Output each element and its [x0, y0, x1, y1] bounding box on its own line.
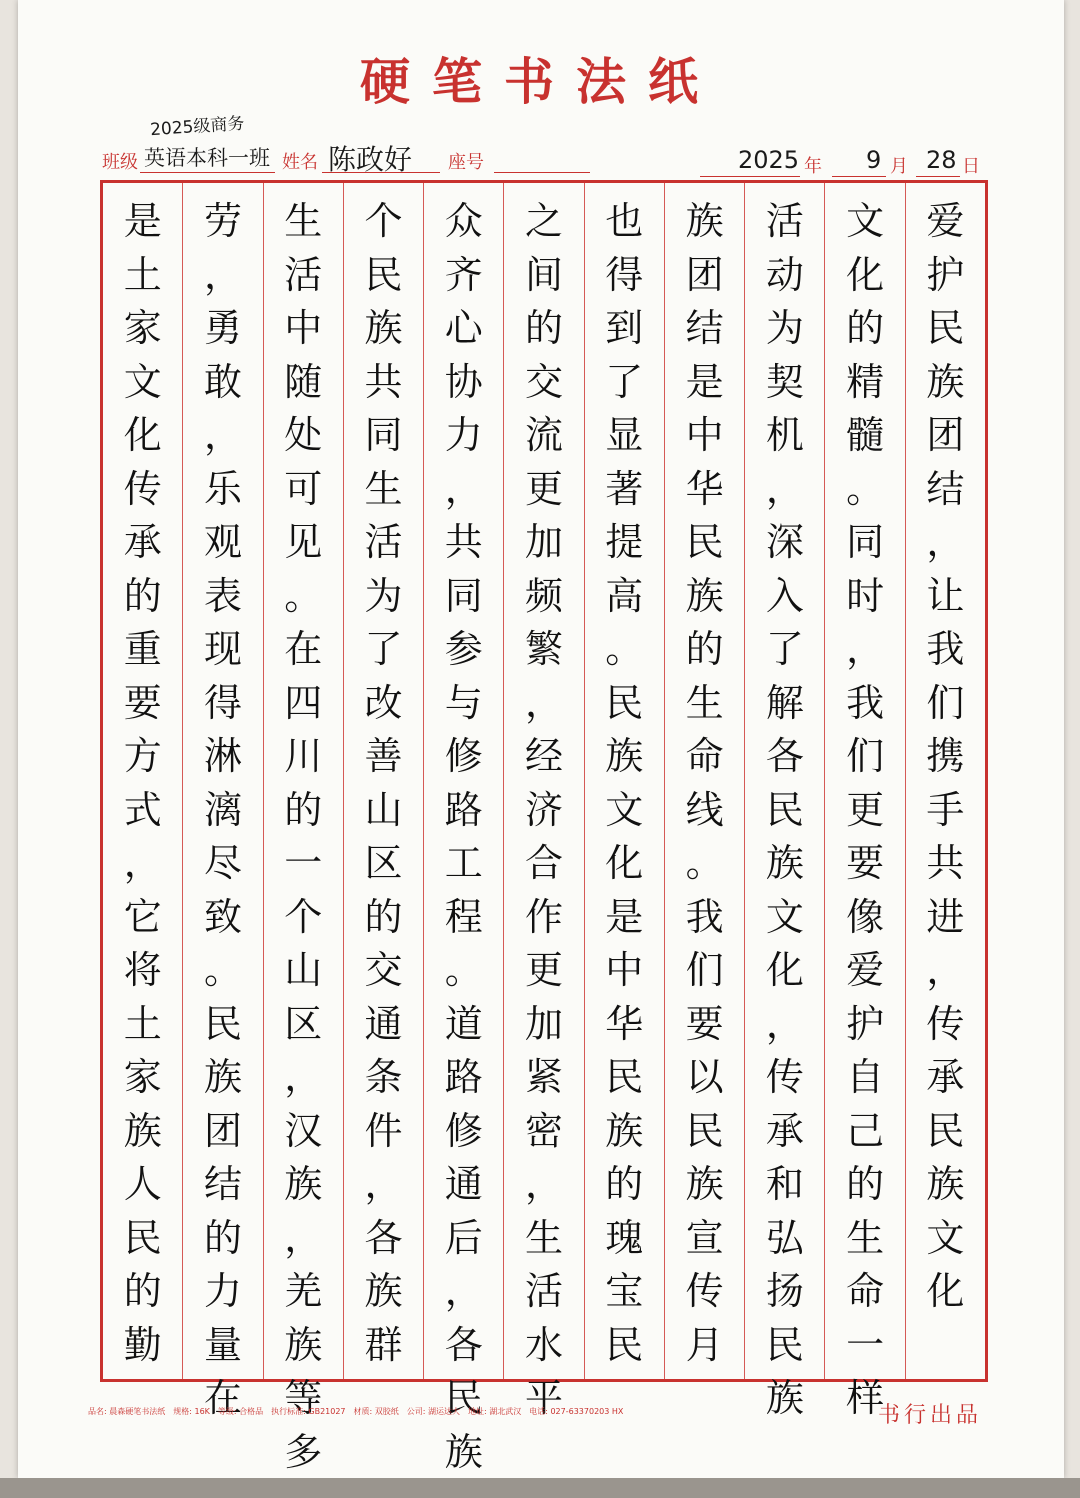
- handwritten-char: 民: [605, 1322, 644, 1367]
- handwritten-char: 。: [284, 573, 323, 618]
- handwritten-char: 可: [284, 466, 323, 511]
- handwritten-char: 文: [123, 359, 162, 404]
- handwritten-char: 同: [364, 413, 403, 457]
- handwritten-char: 见: [284, 520, 323, 564]
- handwritten-char: 族: [926, 359, 965, 404]
- handwritten-char: 劳: [203, 199, 242, 243]
- handwritten-char: 高: [605, 573, 644, 618]
- handwritten-char: 路: [444, 787, 483, 832]
- day-underline: [916, 176, 960, 177]
- handwritten-char: 族: [203, 1055, 242, 1099]
- handwritten-char: ，: [203, 413, 242, 457]
- handwritten-char: 区: [364, 841, 403, 885]
- handwritten-char: 共: [444, 520, 483, 564]
- handwritten-char: 的: [605, 1162, 644, 1206]
- handwritten-char: 民: [605, 680, 644, 725]
- date-day: 28: [926, 146, 957, 174]
- handwritten-char: 族: [685, 1162, 724, 1206]
- handwritten-char: 力: [203, 1269, 242, 1313]
- handwritten-char: 中: [685, 413, 724, 457]
- handwritten-char: ，: [846, 627, 885, 671]
- handwritten-char: ，: [926, 948, 965, 992]
- handwritten-char: 为: [765, 306, 804, 350]
- handwritten-char: 中: [605, 948, 644, 992]
- handwritten-char: 化: [123, 413, 162, 457]
- handwritten-char: 在: [284, 627, 323, 671]
- handwritten-char: 了: [605, 359, 644, 404]
- handwritten-char: 族: [284, 1162, 323, 1206]
- handwritten-char: 深: [765, 520, 804, 564]
- handwritten-char: 乐: [203, 466, 242, 511]
- handwritten-char: 改: [364, 680, 403, 725]
- handwritten-char: 民: [364, 252, 403, 297]
- handwritten-char: 髓: [846, 413, 885, 457]
- handwritten-char: 民: [605, 1055, 644, 1099]
- handwritten-char: 流: [525, 413, 564, 457]
- handwritten-char: 结: [926, 466, 965, 511]
- handwritten-char: 族: [685, 573, 724, 618]
- handwritten-char: 间: [525, 252, 564, 297]
- name-underline: [322, 172, 440, 173]
- handwritten-char: 宣: [685, 1215, 724, 1260]
- handwritten-char: 活: [284, 252, 323, 297]
- handwritten-char: 工: [444, 841, 483, 885]
- handwritten-char: 的: [203, 1215, 242, 1260]
- handwritten-char: 程: [444, 894, 483, 939]
- handwritten-char: 命: [685, 734, 724, 778]
- handwritten-char: 繁: [525, 627, 564, 671]
- handwritten-char: 紧: [525, 1055, 564, 1099]
- handwritten-char: 团: [203, 1108, 242, 1153]
- handwritten-char: 善: [364, 734, 403, 778]
- handwritten-char: 为: [364, 573, 403, 618]
- handwritten-char: 在: [203, 1376, 242, 1420]
- handwritten-char: 护: [926, 252, 965, 297]
- handwritten-char: 重: [123, 627, 162, 671]
- handwritten-char: 们: [926, 680, 965, 725]
- handwritten-char: 护: [846, 1001, 885, 1046]
- handwritten-char: 时: [846, 573, 885, 618]
- handwritten-char: 生: [525, 1215, 564, 1260]
- handwritten-char: 线: [685, 787, 724, 832]
- handwritten-char: ，: [765, 466, 804, 511]
- handwritten-char: 作: [525, 894, 564, 939]
- date-year: 2025: [738, 146, 800, 174]
- handwritten-char: 活: [364, 520, 403, 564]
- handwritten-char: 像: [846, 894, 885, 939]
- handwritten-char: 。: [685, 841, 724, 885]
- handwritten-char: 民: [685, 1108, 724, 1153]
- handwritten-char: 机: [765, 413, 804, 457]
- handwritten-char: 族: [123, 1108, 162, 1153]
- handwritten-char: 的: [364, 894, 403, 939]
- handwritten-char: 。: [203, 948, 242, 992]
- handwritten-char: ，: [926, 520, 965, 564]
- handwritten-char: 手: [926, 787, 965, 832]
- handwritten-char: 个: [284, 894, 323, 939]
- handwritten-char: 加: [525, 1001, 564, 1046]
- handwritten-char: 通: [364, 1001, 403, 1046]
- handwritten-char: 等: [284, 1376, 323, 1420]
- seat-underline: [494, 172, 590, 173]
- handwritten-char: 们: [685, 948, 724, 992]
- handwritten-char: 生: [846, 1215, 885, 1260]
- publisher-mark: 书行出品: [878, 1403, 983, 1428]
- handwritten-char: 羌: [284, 1269, 323, 1313]
- handwritten-char: 解: [765, 680, 804, 725]
- handwritten-char: 交: [525, 359, 564, 404]
- handwritten-char: 式: [123, 787, 162, 832]
- handwritten-char: 修: [444, 734, 483, 778]
- handwritten-char: 传: [685, 1269, 724, 1313]
- handwritten-char: 土: [123, 252, 162, 297]
- handwritten-char: 经: [525, 734, 564, 778]
- handwritten-char: 山: [284, 948, 323, 992]
- handwritten-char: 更: [846, 787, 885, 832]
- handwritten-char: 要: [846, 841, 885, 885]
- handwritten-char: 。: [605, 627, 644, 671]
- handwritten-char: 心: [444, 306, 483, 350]
- handwritten-char: 量: [203, 1322, 242, 1367]
- handwritten-char: 同: [846, 520, 885, 564]
- handwritten-char: 的: [846, 306, 885, 350]
- text-column: [182, 183, 262, 1420]
- handwritten-char: 多: [284, 1429, 323, 1474]
- handwritten-char: 民: [765, 787, 804, 832]
- handwritten-char: 要: [123, 680, 162, 725]
- handwritten-char: 精: [846, 359, 885, 404]
- handwritten-char: 频: [525, 573, 564, 618]
- class-value-top: 2025级商务: [149, 113, 246, 141]
- paper-edge-shadow: [0, 1478, 1080, 1498]
- handwritten-char: 与: [444, 680, 483, 725]
- handwritten-char: 族: [605, 734, 644, 778]
- handwritten-char: 们: [846, 734, 885, 778]
- handwritten-char: 民: [926, 306, 965, 350]
- handwritten-char: 样: [846, 1376, 885, 1420]
- handwritten-char: 承: [926, 1055, 965, 1099]
- handwritten-char: 件: [364, 1108, 403, 1153]
- handwritten-char: 生: [364, 466, 403, 511]
- handwritten-char: 济: [525, 787, 564, 832]
- handwritten-char: 观: [203, 520, 242, 564]
- handwritten-char: 族: [765, 1376, 804, 1420]
- handwritten-char: 入: [765, 573, 804, 618]
- handwritten-char: 弘: [765, 1215, 804, 1260]
- handwritten-char: 族: [926, 1162, 965, 1206]
- handwritten-char: 民: [123, 1215, 162, 1260]
- handwritten-char: 传: [926, 1001, 965, 1046]
- handwritten-char: 表: [203, 573, 242, 618]
- handwritten-char: 族: [605, 1108, 644, 1153]
- handwritten-char: 敢: [203, 359, 242, 404]
- handwritten-char: 到: [605, 306, 644, 350]
- handwritten-char: 各: [364, 1215, 403, 1260]
- text-column: [503, 183, 583, 1420]
- handwritten-char: 动: [765, 252, 804, 297]
- handwritten-char: 致: [203, 894, 242, 939]
- year-underline: [700, 176, 800, 177]
- handwritten-char: 得: [203, 680, 242, 725]
- handwritten-char: 共: [364, 359, 403, 404]
- handwritten-char: 的: [685, 627, 724, 671]
- handwritten-char: 化: [765, 948, 804, 992]
- handwritten-char: 瑰: [605, 1215, 644, 1260]
- class-label: 班级: [102, 152, 138, 173]
- handwritten-char: 传: [765, 1055, 804, 1099]
- handwritten-char: 合: [525, 841, 564, 885]
- handwritten-char: 淋: [203, 734, 242, 778]
- name-value: 陈政好: [328, 143, 413, 176]
- handwritten-char: 文: [765, 894, 804, 939]
- handwritten-char: 更: [525, 466, 564, 511]
- handwritten-char: 。: [846, 466, 885, 511]
- handwritten-char: 人: [123, 1162, 162, 1206]
- text-column: [905, 183, 985, 1379]
- handwritten-char: 川: [284, 734, 323, 778]
- handwritten-char: 结: [203, 1162, 242, 1206]
- year-label: 年: [804, 156, 822, 177]
- handwritten-char: 提: [605, 520, 644, 564]
- handwritten-char: 个: [364, 199, 403, 243]
- handwritten-char: 参: [444, 627, 483, 671]
- text-column: [423, 183, 503, 1474]
- handwritten-char: 己: [846, 1108, 885, 1153]
- text-column: [343, 183, 423, 1379]
- handwritten-char: 文: [605, 787, 644, 832]
- handwritten-char: 一: [846, 1322, 885, 1367]
- handwritten-char: 群: [364, 1322, 403, 1367]
- handwritten-char: 民: [765, 1322, 804, 1367]
- handwritten-char: ，: [444, 1269, 483, 1313]
- handwritten-char: ，: [284, 1215, 323, 1260]
- handwritten-char: 文: [846, 199, 885, 243]
- handwritten-char: 生: [284, 199, 323, 243]
- handwritten-char: 它: [123, 894, 162, 939]
- handwritten-char: 化: [926, 1269, 965, 1313]
- handwritten-char: 得: [605, 252, 644, 297]
- handwritten-char: 同: [444, 573, 483, 618]
- handwritten-char: 密: [525, 1108, 564, 1153]
- handwritten-char: 让: [926, 573, 965, 618]
- handwritten-char: 的: [846, 1162, 885, 1206]
- handwritten-char: 是: [605, 894, 644, 939]
- handwritten-char: 民: [203, 1001, 242, 1046]
- handwritten-char: 漓: [203, 787, 242, 832]
- handwritten-char: 携: [926, 734, 965, 778]
- handwritten-char: 山: [364, 787, 403, 832]
- text-column: [744, 183, 824, 1420]
- handwritten-char: 命: [846, 1269, 885, 1313]
- handwritten-char: 齐: [444, 252, 483, 297]
- handwritten-char: 道: [444, 1001, 483, 1046]
- handwritten-char: 契: [765, 359, 804, 404]
- handwritten-char: 自: [846, 1055, 885, 1099]
- seat-label: 座号: [448, 152, 484, 173]
- handwritten-char: ，: [525, 680, 564, 725]
- handwritten-char: 华: [605, 1001, 644, 1046]
- handwritten-char: ，: [525, 1162, 564, 1206]
- name-label: 姓名: [282, 152, 318, 173]
- date-month: 9: [866, 146, 882, 174]
- month-label: 月: [890, 156, 908, 177]
- handwritten-char: 我: [685, 894, 724, 939]
- handwritten-char: 将: [123, 948, 162, 992]
- handwritten-char: 的: [123, 573, 162, 618]
- handwritten-char: 现: [203, 627, 242, 671]
- handwritten-char: 的: [284, 787, 323, 832]
- day-label: 日: [962, 156, 980, 177]
- handwritten-char: 族: [444, 1429, 483, 1474]
- handwritten-char: 族: [364, 1269, 403, 1313]
- handwritten-char: 处: [284, 413, 323, 457]
- handwritten-char: 显: [605, 413, 644, 457]
- handwritten-char: 以: [685, 1055, 724, 1099]
- handwritten-char: 也: [605, 199, 644, 243]
- paper-title: 硬笔书法纸: [360, 52, 720, 111]
- class-underline: [140, 172, 275, 173]
- handwritten-char: ，: [765, 1001, 804, 1046]
- text-column: [584, 183, 664, 1379]
- handwritten-char: 我: [846, 680, 885, 725]
- handwritten-char: 的: [123, 1269, 162, 1313]
- handwritten-char: 族: [685, 199, 724, 243]
- product-info: 品名: 晨森硬笔书法纸 规格: 16K 等级: 合格品 执行标准: GB21027 材质: 双胶纸 公司: 湖运达大 地址: 湖北武汉 电话: 027-63370203 HX: [88, 1407, 624, 1416]
- handwritten-char: 扬: [765, 1269, 804, 1313]
- handwritten-char: 水: [525, 1322, 564, 1367]
- handwritten-char: 众: [444, 199, 483, 243]
- handwritten-char: 各: [444, 1322, 483, 1367]
- handwritten-char: 月: [685, 1322, 724, 1367]
- handwritten-char: 勤: [123, 1322, 162, 1367]
- handwritten-char: 路: [444, 1055, 483, 1099]
- handwritten-char: 生: [685, 680, 724, 725]
- handwritten-char: ，: [364, 1162, 403, 1206]
- handwritten-char: 了: [765, 627, 804, 671]
- handwritten-char: 进: [926, 894, 965, 939]
- handwritten-char: 交: [364, 948, 403, 992]
- handwritten-char: 我: [926, 627, 965, 671]
- handwritten-char: 后: [444, 1215, 483, 1260]
- handwritten-char: 随: [284, 359, 323, 404]
- handwritten-char: 华: [685, 466, 724, 511]
- handwritten-char: ，: [123, 841, 162, 885]
- handwritten-char: 活: [765, 199, 804, 243]
- handwritten-char: 中: [284, 306, 323, 350]
- handwritten-char: 是: [685, 359, 724, 404]
- handwritten-char: 结: [685, 306, 724, 350]
- handwritten-char: 之: [525, 199, 564, 243]
- handwritten-char: 修: [444, 1108, 483, 1153]
- handwritten-char: 家: [123, 306, 162, 350]
- text-column: [263, 183, 343, 1474]
- handwritten-char: 民: [926, 1108, 965, 1153]
- handwritten-char: 承: [765, 1108, 804, 1153]
- handwritten-char: 和: [765, 1162, 804, 1206]
- handwritten-char: 族: [284, 1322, 323, 1367]
- handwritten-char: 各: [765, 734, 804, 778]
- handwritten-char: 力: [444, 413, 483, 457]
- handwritten-char: 宝: [605, 1269, 644, 1313]
- handwritten-char: 条: [364, 1055, 403, 1099]
- month-underline: [832, 176, 886, 177]
- handwritten-char: 团: [926, 413, 965, 457]
- text-column: [664, 183, 744, 1379]
- handwritten-char: 族: [765, 841, 804, 885]
- handwritten-char: 化: [846, 252, 885, 297]
- text-column: [103, 183, 182, 1379]
- text-column: [824, 183, 904, 1420]
- handwritten-char: 团: [685, 252, 724, 297]
- handwritten-char: 土: [123, 1001, 162, 1046]
- handwritten-char: ，: [284, 1055, 323, 1099]
- handwritten-char: 协: [444, 359, 483, 404]
- handwritten-char: 传: [123, 466, 162, 511]
- handwritten-char: 通: [444, 1162, 483, 1206]
- handwritten-char: 爱: [846, 948, 885, 992]
- handwritten-char: 化: [605, 841, 644, 885]
- handwritten-char: 平: [525, 1376, 564, 1420]
- handwritten-char: 区: [284, 1001, 323, 1046]
- handwritten-char: 是: [123, 199, 162, 243]
- handwritten-char: 加: [525, 520, 564, 564]
- handwritten-char: 爱: [926, 199, 965, 243]
- handwritten-char: ，: [203, 252, 242, 297]
- handwritten-char: 活: [525, 1269, 564, 1313]
- handwritten-char: 共: [926, 841, 965, 885]
- handwritten-char: ，: [444, 466, 483, 511]
- handwritten-char: 汉: [284, 1108, 323, 1153]
- handwritten-char: 族: [364, 306, 403, 350]
- handwritten-char: 勇: [203, 306, 242, 350]
- handwritten-char: 一: [284, 841, 323, 885]
- handwritten-char: 。: [444, 948, 483, 992]
- handwritten-char: 承: [123, 520, 162, 564]
- handwritten-char: 民: [444, 1376, 483, 1420]
- handwritten-char: 的: [525, 306, 564, 350]
- handwritten-char: 家: [123, 1055, 162, 1099]
- handwritten-char: 民: [685, 520, 724, 564]
- handwritten-char: 著: [605, 466, 644, 511]
- handwritten-char: 要: [685, 1001, 724, 1046]
- handwritten-char: 了: [364, 627, 403, 671]
- handwritten-char: 文: [926, 1215, 965, 1260]
- handwritten-char: 方: [123, 734, 162, 778]
- handwritten-char: 尽: [203, 841, 242, 885]
- handwritten-char: 更: [525, 948, 564, 992]
- handwritten-char: 四: [284, 680, 323, 725]
- class-value: 英语本科一班: [144, 146, 270, 170]
